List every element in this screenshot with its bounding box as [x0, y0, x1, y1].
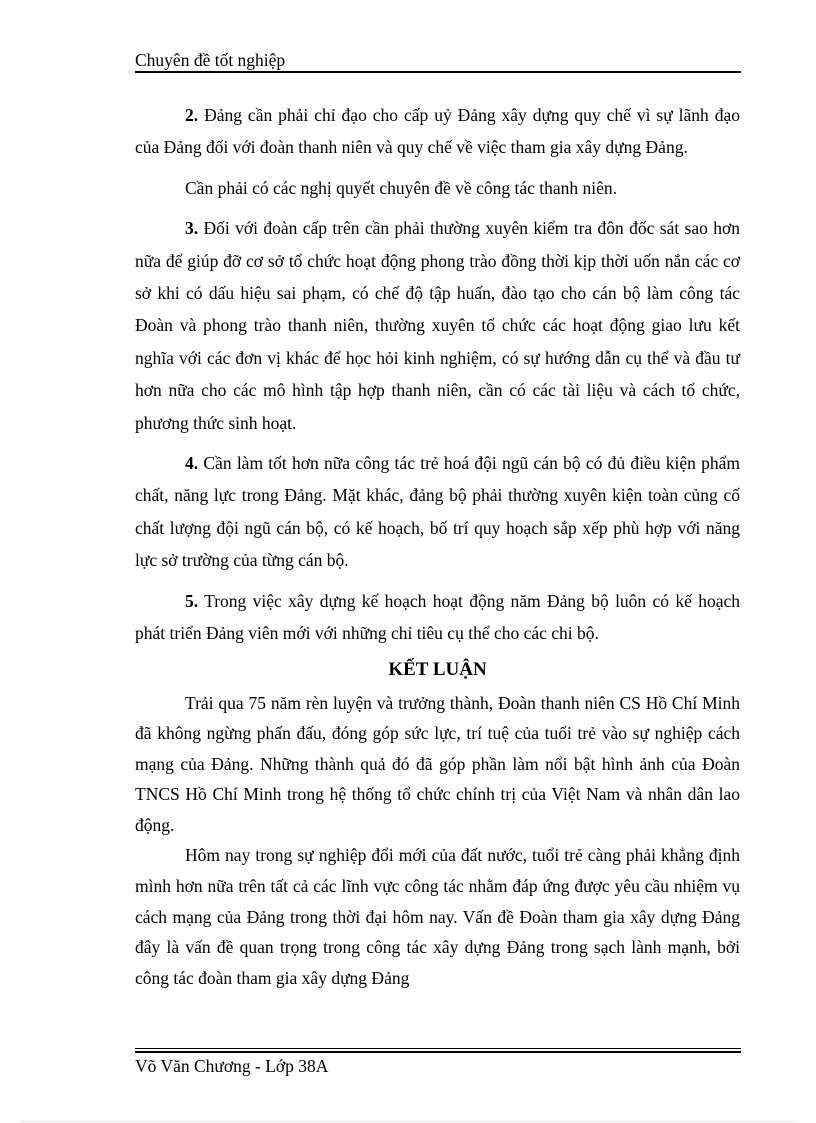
recommendation-text: Cần phải có các nghị quyết chuyên đề về công tác thanh niên. — [185, 177, 617, 198]
conclusion-heading: KẾT LUẬN — [388, 658, 487, 680]
recommendation-text: Cần làm tốt hơn nữa công tác trẻ hoá đội ngũ cán bộ có đủ điều kiện phẩm chất, năng lực trong Đảng. Mặt khác, đảng bộ phải thường xuyên kiện toàn củng cố chất lượng đội ngũ cán bộ, có kế hoạch, bố trí quy hoạch sắp xếp phù hợp với năng lực sở trường của từng cán bộ. — [135, 453, 740, 571]
header-rule — [135, 71, 741, 73]
footer-rule-thin — [135, 1048, 741, 1049]
recommendation-2 — [135, 99, 740, 164]
page-footer: Võ Văn Chương - Lớp 38A — [135, 1056, 329, 1076]
recommendation-5 — [135, 585, 740, 650]
footer-rule-thick — [135, 1051, 741, 1053]
recommendation-2-note — [135, 172, 740, 204]
recommendation-3 — [135, 212, 740, 439]
page-bottom-edge — [20, 1121, 796, 1122]
recommendation-number: 5. — [185, 590, 199, 611]
conclusion-paragraph: Hôm nay trong sự nghiệp đổi mới của đất nước, tuổi trẻ càng phải khẳng định mình hơn nữa trên tất cả các lĩnh vực công tác nhằm đáp ứng được yêu cầu nhiệm vụ cách mạng của Đảng trong thời đại hôm nay. Vấn đề Đoàn tham gia xây dựng Đảng đây là vấn đề quan trọng trong công tác xây dựng Đảng trong sạch lành mạnh, bởi công tác đoàn tham gia xây dựng Đảng — [135, 845, 740, 988]
recommendation-text: Đảng cần phải chỉ đạo cho cấp uỷ Đảng xây dựng quy chế vì sự lãnh đạo của Đảng đối với đoàn thanh niên và quy chế về việc tham gia xây dựng Đảng. — [135, 105, 740, 158]
recommendation-text: Đối với đoàn cấp trên cần phải thường xuyên kiểm tra đôn đốc sát sao hơn nữa để giúp đỡ cơ sở tổ chức hoạt động phong trào đồng thời kịp thời uốn nắn các cơ sở khi có dấu hiệu sai phạm, có chế độ tập huấn, đào tạo cho cán bộ làm công tác Đoàn và phong trào thanh niên, thường xuyên tổ chức các hoạt động giao lưu kết nghĩa với các đơn vị khác để học hỏi kinh nghiệm, có sự hướng dẫn cụ thể và đầu tư hơn nữa cho các mô hình tập hợp thanh niên, cần có các tài liệu và cách tổ chức, phương thức sinh hoạt. — [135, 218, 740, 433]
recommendation-4 — [135, 447, 740, 577]
recommendation-number: 4. — [185, 453, 199, 474]
conclusion-paragraph: Trải qua 75 năm rèn luyện và trưởng thành, Đoàn thanh niên CS Hồ Chí Minh đã không ngừng phấn đấu, đóng góp sức lực, trí tuệ của tuổi trẻ vào sự nghiệp cách mạng của Đảng. Những thành quả đó đã góp phần làm nổi bật hình ảnh của Đoàn TNCS Hồ Chí Minh trong hệ thống tổ chức chính trị của Việt Nam và nhân dân lao động. — [135, 692, 740, 835]
page-body — [135, 99, 740, 993]
recommendation-text: Trong việc xây dựng kế hoạch hoạt động năm Đảng bộ luôn có kế hoạch phát triển Đảng viên mới với những chỉ tiêu cụ thể cho các chi bộ. — [135, 590, 740, 644]
recommendation-number: 2. — [185, 105, 199, 125]
page-header: Chuyên đề tốt nghiệp — [135, 50, 286, 70]
recommendation-number: 3. — [185, 218, 199, 239]
